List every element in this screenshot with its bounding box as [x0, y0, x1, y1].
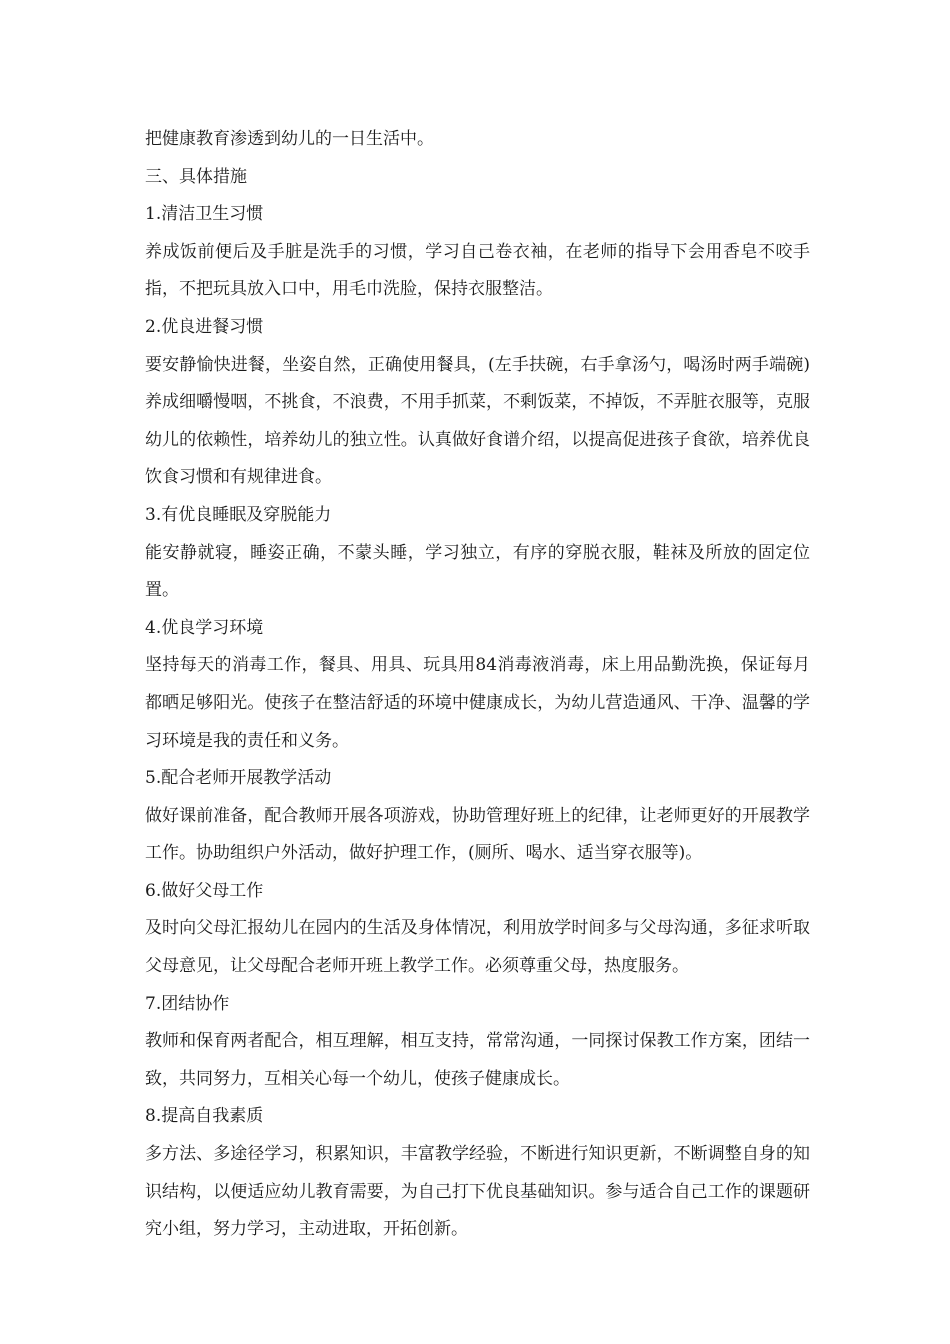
item-heading-3: 3.有优良睡眠及穿脱能力: [145, 504, 332, 525]
item-body-4: 坚持每天的消毒工作，餐具、用具、玩具用84消毒液消毒，床上用品勤洗换，保证每月都晒足够阳光。使孩子在整洁舒适的环境中健康成长，为幼儿营造通风、干净、温馨的学习环境是我的责任和义务。: [145, 655, 810, 751]
item-body-2: 要安静愉快进餐，坐姿自然，正确使用餐具，(左手扶碗，右手拿汤勺，喝汤时两手端碗)养成细嚼慢咽，不挑食，不浪费，不用手抓菜，不剩饭菜，不掉饭，不弄脏衣服等，克服幼儿的依赖性，培养幼儿的独立性。认真做好食谱介绍，以提高促进孩子食欲，培养优良饮食习惯和有规律进食。: [145, 354, 810, 488]
item-heading-2: 2.优良进餐习惯: [145, 316, 264, 337]
section-heading-measures: 三、具体措施: [145, 166, 247, 187]
item-body-3: 能安静就寝，睡姿正确，不蒙头睡，学习独立，有序的穿脱衣服，鞋袜及所放的固定位置。: [145, 542, 810, 601]
document-body: [145, 121, 810, 1249]
item-body-7: 教师和保育两者配合，相互理解，相互支持，常常沟通，一同探讨保教工作方案，团结一致，共同努力，互相关心每一个幼儿，使孩子健康成长。: [145, 1031, 810, 1089]
item-body-1: 养成饭前便后及手脏是洗手的习惯，学习自己卷衣袖，在老师的指导下会用香皂不咬手指，不把玩具放入口中，用毛巾洗脸，保持衣服整洁。: [145, 241, 810, 300]
item-heading-8: 8.提高自我素质: [145, 1106, 264, 1127]
item-body-5: 做好课前准备，配合教师开展各项游戏，协助管理好班上的纪律，让老师更好的开展教学工作。协助组织户外活动，做好护理工作，(厕所、喝水、适当穿衣服等)。: [145, 805, 810, 864]
item-heading-6: 6.做好父母工作: [145, 880, 264, 901]
item-heading-4: 4.优良学习环境: [145, 617, 264, 638]
item-heading-5: 5.配合老师开展教学活动: [145, 768, 332, 789]
paragraph-intro-end: 把健康教育渗透到幼儿的一日生活中。: [145, 129, 434, 149]
item-heading-1: 1.清洁卫生习惯: [145, 204, 264, 225]
item-body-6: 及时向父母汇报幼儿在园内的生活及身体情况，利用放学时间多与父母沟通，多征求听取父母意见，让父母配合老师开班上教学工作。必须尊重父母，热度服务。: [145, 918, 810, 977]
item-heading-7: 7.团结协作: [145, 993, 230, 1014]
item-body-8: 多方法、多途径学习，积累知识，丰富教学经验，不断进行知识更新，不断调整自身的知识结构，以便适应幼儿教育需要，为自己打下优良基础知识。参与适合自己工作的课题研究小组，努力学习，主动进取，开拓创新。: [145, 1144, 810, 1240]
